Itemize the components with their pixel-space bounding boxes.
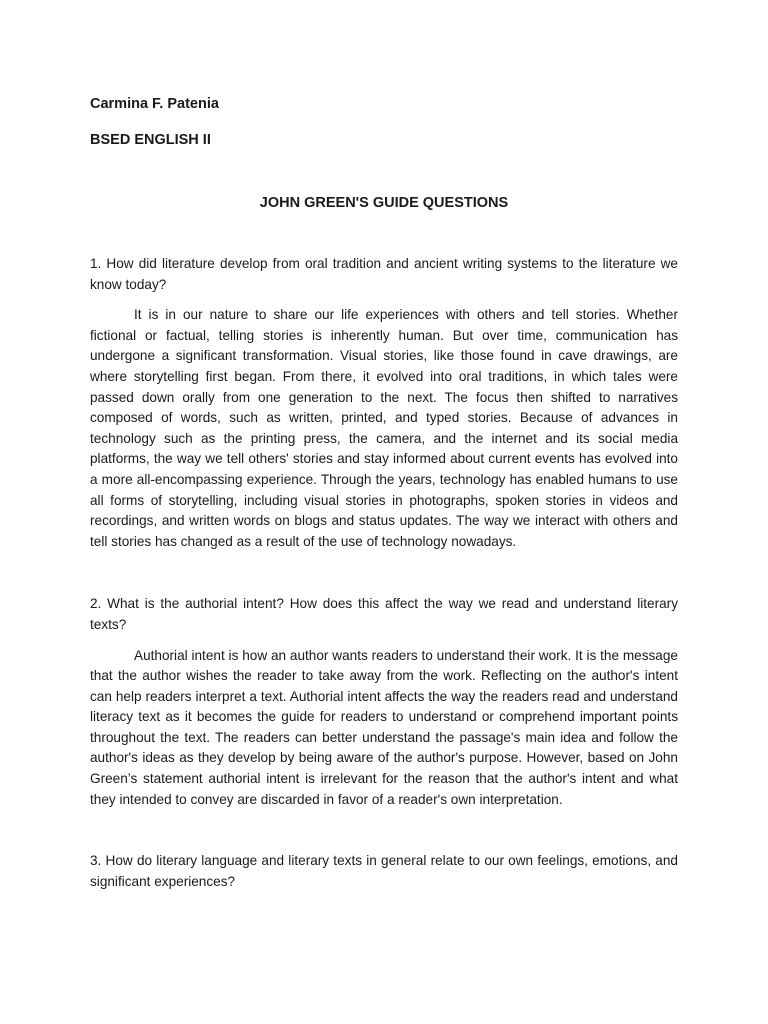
document-title: JOHN GREEN'S GUIDE QUESTIONS (259, 195, 509, 211)
question-3: 3. How do literary language and literary texts in general relate to our own feelings, emotions, and significant experiences? (90, 853, 678, 889)
answer-1: It is in our nature to share our life experiences with others and tell stories. Whether fictional or factual, telling stories is inherently human. But over time, communication has undergone a significant transformation. Visual stories, like those found in cave drawings, are where storytelling first began. From there, it evolved into oral traditions, in which tales were passed down orally from one generation to the next. The focus then shifted to narratives composed of words, such as written, printed, and typed stories. Because of advances in technology such as the printing press, the camera, and the internet and its social media platforms, the way we tell others' stories and stay informed about current events has evolved into a more all-encompassing experience. Through the years, technology has enabled humans to use all forms of storytelling, including visual stories in photographs, spoken stories in videos and recordings, and written words on blogs and status updates. The way we interact with others and tell stories has changed as a result of the use of technology nowadays. (90, 307, 678, 549)
author-name: Carmina F. Patenia (90, 96, 219, 112)
question-1: 1. How did literature develop from oral tradition and ancient writing systems to the literature we know today? (90, 256, 678, 292)
document-body (90, 93, 678, 892)
question-2: 2. What is the authorial intent? How does this affect the way we read and understand literary texts? (90, 596, 678, 632)
answer-2: Authorial intent is how an author wants readers to understand their work. It is the message that the author wishes the reader to take away from the work. Reflecting on the author's intent can help readers interpret a text. Authorial intent affects the way the readers read and understand literacy text as it becomes the guide for readers to understand or comprehend important points throughout the text. The readers can better understand the passage's main idea and follow the author's ideas as they develop by being aware of the author's purpose. However, based on John Green’s statement authorial intent is irrelevant for the reason that the author's intent and what they intended to convey are discarded in favor of a reader's own interpretation. (90, 647, 678, 807)
course-label: BSED ENGLISH II (90, 132, 211, 148)
